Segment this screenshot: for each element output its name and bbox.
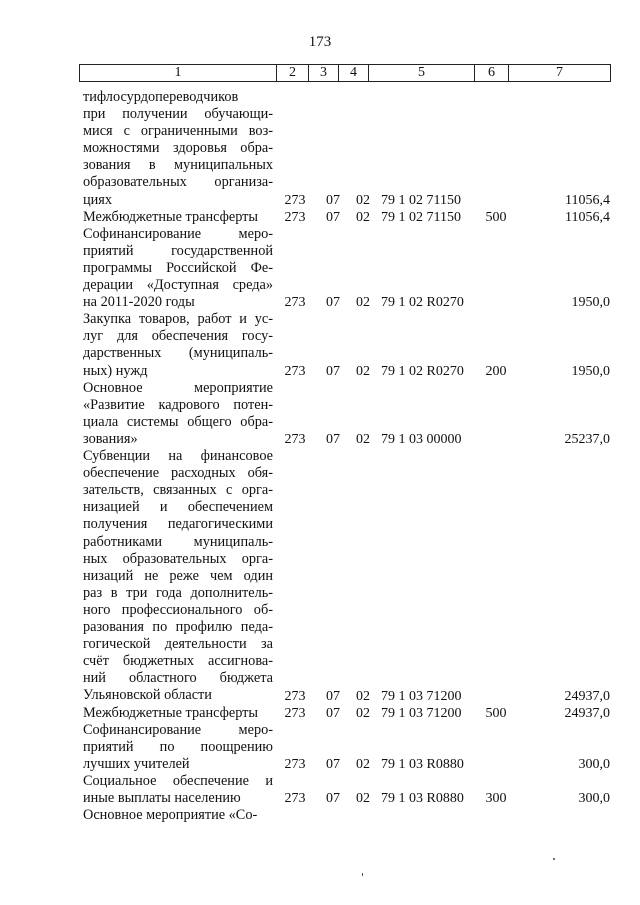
cell-col7: 1950,0 [571, 295, 610, 311]
description-line: Межбюджетные трансферты [83, 704, 259, 721]
table-row [83, 773, 623, 807]
row-description [83, 722, 273, 773]
description-line: иные выплаты населению [83, 790, 241, 807]
cell-col4: 02 [356, 756, 370, 772]
description-line: тифлосурдопереводчиков [83, 89, 239, 105]
header-col-3: 3 [309, 65, 339, 81]
description-line: Межбюджетные трансферты [83, 208, 259, 225]
description-line: ных) нужд [83, 362, 148, 379]
description-line: Закупка товаров, работ и ус- [83, 311, 273, 328]
cell-col4: 02 [356, 192, 370, 208]
description-line: луг для обеспечения госу- [83, 328, 273, 345]
row-description [83, 807, 273, 824]
cell-col6: 300 [485, 791, 507, 807]
description-line: программы Российской Фе- [83, 259, 273, 276]
table-row [83, 380, 623, 448]
description-line: разования по профилю педа- [83, 619, 273, 636]
description-line: приятий по поощрению [83, 738, 273, 755]
cell-col5: 79 1 03 00000 [381, 432, 462, 448]
cell-col5: 79 1 03 71200 [381, 705, 462, 721]
cell-col2: 273 [284, 363, 306, 379]
description-line: ний областного бюджета [83, 670, 273, 687]
description-line: Основное мероприятие [83, 379, 273, 396]
row-description [83, 89, 273, 209]
cell-col3: 07 [326, 363, 340, 379]
header-col-2: 2 [277, 65, 309, 81]
description-line: лучших учителей [83, 755, 190, 772]
table-row [83, 209, 623, 226]
description-line: обеспечение расходных обя- [83, 465, 273, 482]
cell-col2: 273 [284, 705, 306, 721]
description-line: Субвенции на финансовое [83, 448, 273, 465]
cell-col3: 07 [326, 192, 340, 208]
cell-col2: 273 [284, 192, 306, 208]
description-line: низаций не реже чем один [83, 567, 273, 584]
description-line: низацией и обеспечением [83, 499, 273, 516]
cell-col3: 07 [326, 295, 340, 311]
description-line: ного профессионального об- [83, 601, 273, 618]
cell-col3: 07 [326, 791, 340, 807]
cell-col3: 07 [326, 705, 340, 721]
header-col-6: 6 [475, 65, 509, 81]
cell-col6: 200 [485, 363, 507, 379]
description-line: Социальное обеспечение и [83, 773, 273, 789]
cell-col4: 02 [356, 791, 370, 807]
cell-col5: 79 1 02 71150 [381, 209, 461, 225]
row-description [83, 380, 273, 448]
table-row [83, 705, 623, 722]
cell-col5: 79 1 02 71150 [381, 192, 461, 208]
row-description [83, 209, 273, 226]
cell-col5: 79 1 03 71200 [381, 688, 462, 704]
cell-col2: 273 [284, 688, 306, 704]
description-line: «Развитие кадрового потен- [83, 396, 273, 413]
description-line: Ульяновской области [83, 687, 212, 704]
cell-col4: 02 [356, 432, 370, 448]
row-description [83, 773, 273, 807]
description-line: счёт бюджетных ассигнова- [83, 653, 273, 670]
table-row [83, 311, 623, 379]
cell-col2: 273 [284, 791, 306, 807]
table-row [83, 448, 623, 705]
description-line: получения педагогическими [83, 516, 273, 533]
table-row [83, 226, 623, 312]
description-line: мися с ограниченными воз- [83, 123, 273, 140]
cell-col4: 02 [356, 688, 370, 704]
cell-col5: 79 1 02 R0270 [381, 363, 464, 379]
row-description [83, 705, 273, 722]
table-row [83, 807, 623, 824]
cell-col6: 500 [485, 705, 507, 721]
description-line: зательств, связанных с орга- [83, 482, 273, 499]
description-line: зования в муниципальных [83, 157, 273, 174]
cell-col5: 79 1 03 R0880 [381, 756, 464, 772]
cell-col4: 02 [356, 363, 370, 379]
description-line: на 2011-2020 годы [83, 294, 195, 311]
description-line: при получении обучающи- [83, 106, 273, 123]
cell-col2: 273 [284, 756, 306, 772]
cell-col3: 07 [326, 432, 340, 448]
description-line: ных образовательных орга- [83, 550, 273, 567]
cell-col7: 300,0 [578, 791, 610, 807]
cell-col5: 79 1 03 R0880 [381, 791, 464, 807]
row-description [83, 311, 273, 379]
description-line: циях [83, 191, 113, 208]
table-row [83, 722, 623, 773]
cell-col4: 02 [356, 705, 370, 721]
table-header-row [79, 64, 611, 82]
description-line: Софинансирование меро- [83, 721, 273, 738]
description-line: гогической деятельности за [83, 636, 273, 653]
description-line: образовательных организа- [83, 174, 273, 191]
description-line: дарственных (муниципаль- [83, 345, 273, 362]
page-number: 173 [308, 34, 332, 50]
description-line: Основное мероприятие «Со- [83, 807, 258, 824]
cell-col3: 07 [326, 209, 340, 225]
table-row [83, 89, 623, 209]
header-col-4: 4 [339, 65, 369, 81]
description-line: циала системы общего обра- [83, 413, 273, 430]
header-col-7: 7 [556, 65, 563, 80]
description-line: работниками муниципаль- [83, 533, 273, 550]
cell-col4: 02 [356, 209, 370, 225]
cell-col2: 273 [284, 432, 306, 448]
cell-col3: 07 [326, 756, 340, 772]
cell-col2: 273 [284, 295, 306, 311]
description-line: раз в три года дополнитель- [83, 584, 273, 601]
cell-col7: 300,0 [578, 756, 610, 772]
cell-col7: 24937,0 [564, 688, 610, 704]
description-line: дерации «Доступная среда» [83, 277, 273, 294]
scan-speck [362, 873, 363, 876]
header-col-5: 5 [369, 65, 475, 81]
row-description [83, 448, 273, 704]
cell-col3: 07 [326, 688, 340, 704]
cell-col5: 79 1 02 R0270 [381, 295, 464, 311]
cell-col7: 25237,0 [564, 432, 610, 448]
row-description [83, 226, 273, 311]
cell-col4: 02 [356, 295, 370, 311]
cell-col7: 1950,0 [571, 363, 610, 379]
description-line: Софинансирование меро- [83, 225, 273, 242]
cell-col7: 11056,4 [565, 209, 610, 225]
scan-speck [553, 858, 555, 860]
description-line: можностями здоровья обра- [83, 140, 273, 157]
description-line: зования» [83, 430, 138, 447]
description-line: приятий государственной [83, 242, 273, 259]
cell-col2: 273 [284, 209, 306, 225]
cell-col7: 11056,4 [565, 192, 610, 208]
cell-col7: 24937,0 [564, 705, 610, 721]
cell-col6: 500 [485, 209, 507, 225]
header-col-1: 1 [80, 65, 277, 81]
